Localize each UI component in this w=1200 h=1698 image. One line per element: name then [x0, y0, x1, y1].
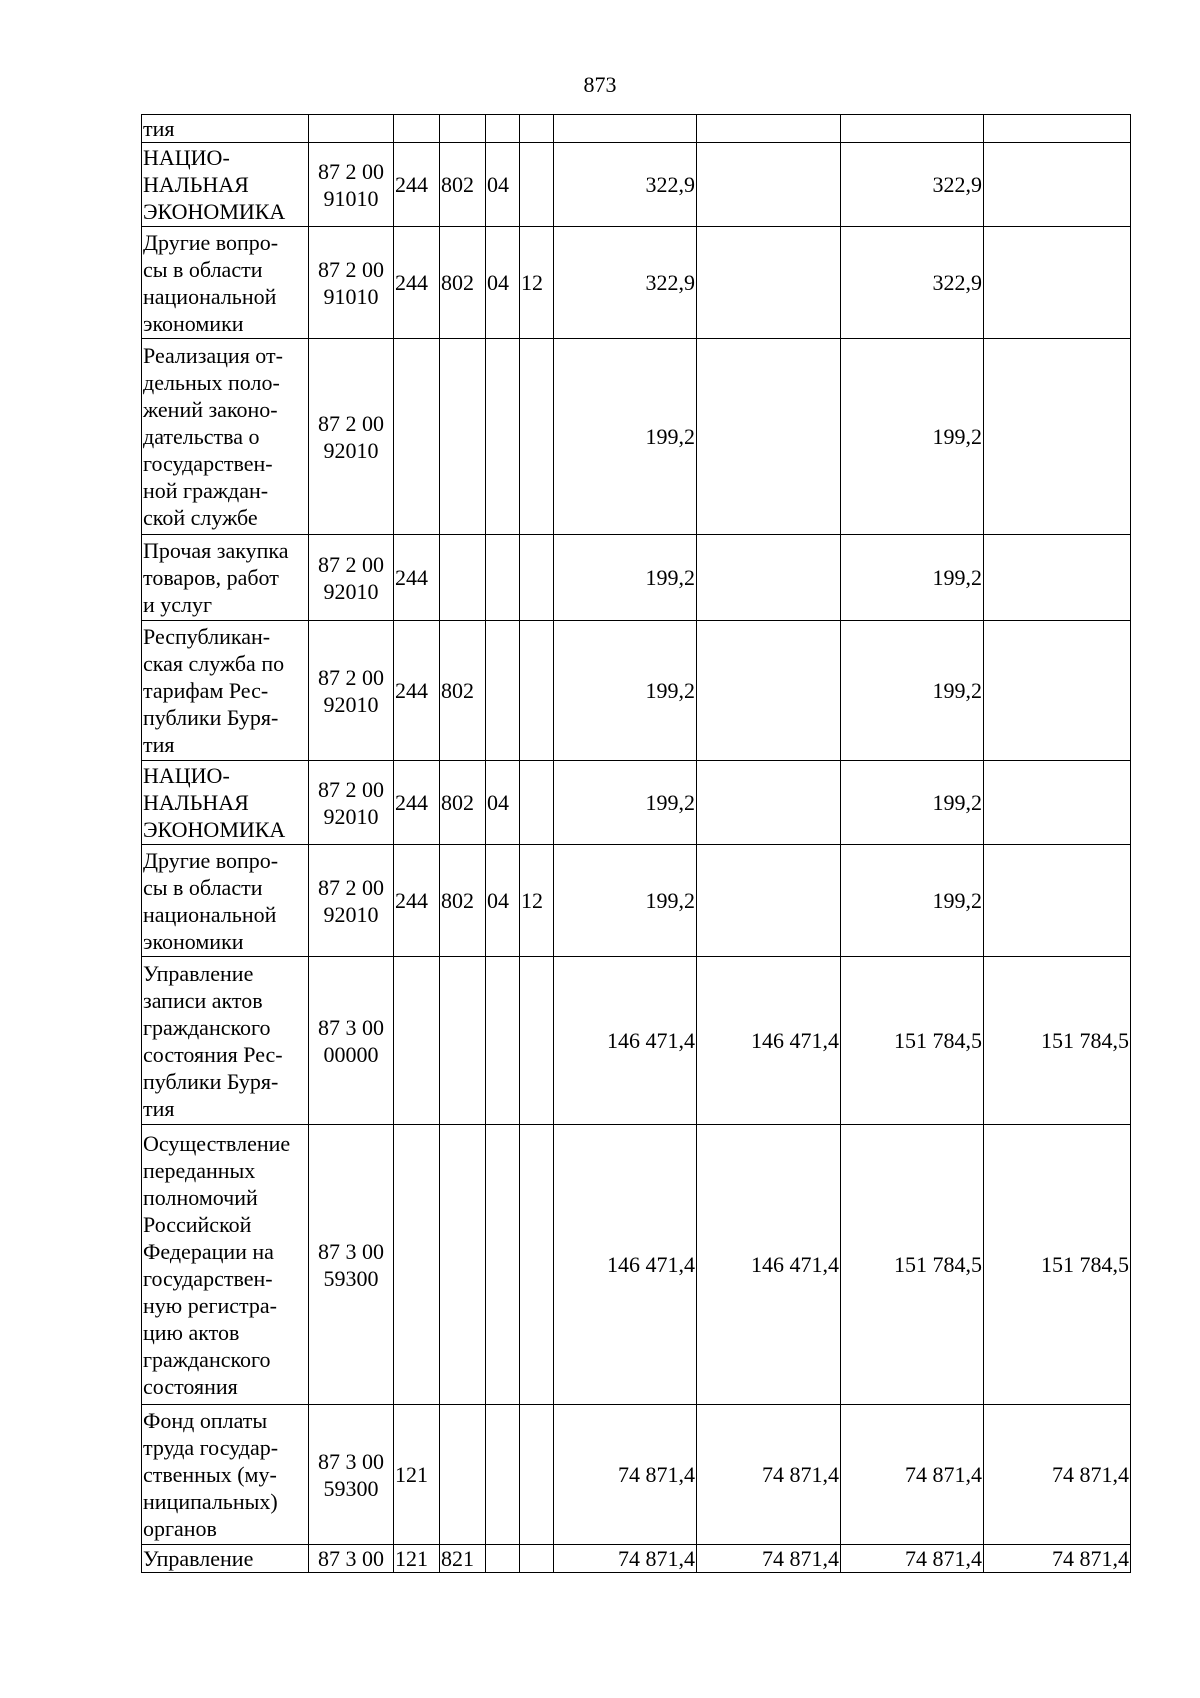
- item-name-line: и услуг: [143, 592, 213, 617]
- item-name-line: ную регистра-: [143, 1292, 278, 1318]
- item-name-line: ниципальных): [143, 1489, 278, 1514]
- value-cell-3: 151 784,5: [841, 1125, 984, 1405]
- target-code-cell: [309, 845, 394, 957]
- item-name-cell: [142, 845, 309, 957]
- section-cell: 04: [486, 761, 520, 845]
- target-code-line: 87 3 00: [318, 1448, 384, 1474]
- target-code-line: 91010: [323, 283, 379, 309]
- value-cell-3: 322,9: [841, 227, 984, 339]
- item-name-line: ской службе: [143, 505, 258, 530]
- target-code-line: 92010: [323, 803, 379, 829]
- value-cell-1: 74 871,4: [554, 1545, 697, 1573]
- value-cell-1: 199,2: [554, 845, 697, 957]
- table-row: [142, 143, 1131, 227]
- item-name-line: НАЦИО-: [143, 145, 230, 170]
- administrator-cell: 821: [440, 1545, 486, 1573]
- item-name-line: Реализация от-: [143, 343, 283, 368]
- item-name-line: государствен-: [143, 1265, 273, 1291]
- item-name-line: состояния: [143, 1373, 238, 1399]
- value-cell-2: [697, 845, 841, 957]
- section-cell: [486, 339, 520, 535]
- section-cell: 04: [486, 227, 520, 339]
- value-cell-4: [984, 535, 1131, 621]
- expense-type-cell: 244: [394, 535, 440, 621]
- table-row: [142, 1125, 1131, 1405]
- item-name-line: жений законо-: [143, 397, 278, 422]
- item-name-cell: [142, 1405, 309, 1545]
- target-code-line: 59300: [323, 1475, 379, 1501]
- value-cell-1: 199,2: [554, 535, 697, 621]
- value-cell-3: 74 871,4: [841, 1545, 984, 1573]
- section-cell: [486, 1405, 520, 1545]
- item-name-cell: [142, 1125, 309, 1405]
- target-code-cell: [309, 535, 394, 621]
- table-row: [142, 339, 1131, 535]
- section-cell: [486, 1125, 520, 1405]
- target-code-cell: [309, 761, 394, 845]
- target-code-cell: [309, 1405, 394, 1545]
- table-row: [142, 535, 1131, 621]
- target-code-line: 92010: [323, 901, 379, 927]
- target-code-line: 87 3 00: [318, 1014, 384, 1040]
- value-cell-4: [984, 339, 1131, 535]
- value-cell-3: [841, 115, 984, 143]
- value-cell-2: 146 471,4: [697, 1125, 841, 1405]
- expense-type-cell: 244: [394, 845, 440, 957]
- value-cell-1: 146 471,4: [554, 957, 697, 1125]
- target-code-cell: [309, 621, 394, 761]
- value-cell-3: 199,2: [841, 535, 984, 621]
- budget-table: [141, 114, 1131, 1573]
- value-cell-2: [697, 339, 841, 535]
- subsection-cell: [520, 761, 554, 845]
- value-cell-3: 322,9: [841, 143, 984, 227]
- expense-type-cell: [394, 339, 440, 535]
- item-name-cell: [142, 535, 309, 621]
- item-name-line: гражданского: [143, 1346, 271, 1372]
- target-code-line: 87 2 00: [318, 256, 384, 282]
- item-name-cell: [142, 115, 309, 143]
- item-name-line: Осуществление: [143, 1130, 291, 1156]
- subsection-cell: [520, 1405, 554, 1545]
- item-name-line: Российской: [143, 1211, 252, 1237]
- target-code-line: 87 2 00: [318, 874, 384, 900]
- item-name-cell: [142, 761, 309, 845]
- subsection-cell: [520, 143, 554, 227]
- value-cell-3: 199,2: [841, 761, 984, 845]
- item-name-cell: [142, 957, 309, 1125]
- value-cell-3: 199,2: [841, 339, 984, 535]
- value-cell-2: 74 871,4: [697, 1405, 841, 1545]
- expense-type-cell: [394, 115, 440, 143]
- item-name-line: товаров, работ: [143, 565, 279, 590]
- table-body: [142, 115, 1131, 1573]
- target-code-line: 91010: [323, 185, 379, 211]
- value-cell-1: 74 871,4: [554, 1405, 697, 1545]
- target-code-line: 87 2 00: [318, 410, 384, 436]
- target-code-line: 92010: [323, 691, 379, 717]
- value-cell-1: 199,2: [554, 621, 697, 761]
- item-name-line: Другие вопро-: [143, 847, 279, 873]
- item-name-line: Управление: [143, 1546, 254, 1571]
- value-cell-2: [697, 621, 841, 761]
- value-cell-1: 146 471,4: [554, 1125, 697, 1405]
- item-name-line: тия: [143, 732, 175, 757]
- target-code-cell: [309, 1545, 394, 1573]
- target-code-line: 87 2 00: [318, 664, 384, 690]
- item-name-line: публики Буря-: [143, 1068, 279, 1094]
- table-row: [142, 1545, 1131, 1573]
- section-cell: [486, 115, 520, 143]
- expense-type-cell: 244: [394, 227, 440, 339]
- administrator-cell: 802: [440, 143, 486, 227]
- value-cell-3: 74 871,4: [841, 1405, 984, 1545]
- value-cell-4: 151 784,5: [984, 957, 1131, 1125]
- item-name-line: сы в области: [143, 256, 263, 282]
- item-name-line: НАЦИО-: [143, 763, 230, 788]
- section-cell: [486, 957, 520, 1125]
- section-cell: [486, 535, 520, 621]
- item-name-line: Другие вопро-: [143, 229, 279, 255]
- item-name-line: тарифам Рес-: [143, 678, 269, 703]
- target-code-line: 87 3 00: [318, 1238, 384, 1264]
- subsection-cell: [520, 1545, 554, 1573]
- item-name-line: тия: [143, 1095, 175, 1121]
- item-name-line: ЭКОНОМИКА: [143, 817, 286, 842]
- expense-type-cell: 244: [394, 621, 440, 761]
- value-cell-2: [697, 227, 841, 339]
- expense-type-cell: [394, 1125, 440, 1405]
- administrator-cell: [440, 339, 486, 535]
- item-name-line: публики Буря-: [143, 705, 279, 730]
- target-code-line: 92010: [323, 578, 379, 604]
- value-cell-4: 151 784,5: [984, 1125, 1131, 1405]
- subsection-cell: [520, 957, 554, 1125]
- section-cell: [486, 621, 520, 761]
- item-name-line: переданных: [143, 1157, 256, 1183]
- item-name-line: Фонд оплаты: [143, 1408, 268, 1433]
- administrator-cell: 802: [440, 761, 486, 845]
- table-row: [142, 761, 1131, 845]
- value-cell-3: 151 784,5: [841, 957, 984, 1125]
- item-name-cell: [142, 1545, 309, 1573]
- administrator-cell: [440, 535, 486, 621]
- target-code-cell: [309, 1125, 394, 1405]
- item-name-line: органов: [143, 1516, 217, 1541]
- value-cell-2: 74 871,4: [697, 1545, 841, 1573]
- value-cell-4: [984, 143, 1131, 227]
- expense-type-cell: 121: [394, 1545, 440, 1573]
- item-name-line: сы в области: [143, 874, 263, 900]
- target-code-line: 59300: [323, 1265, 379, 1291]
- item-name-line: гражданского: [143, 1014, 271, 1040]
- value-cell-2: [697, 143, 841, 227]
- subsection-cell: [520, 1125, 554, 1405]
- value-cell-4: [984, 761, 1131, 845]
- table-row: [142, 621, 1131, 761]
- target-code-line: 92010: [323, 437, 379, 463]
- value-cell-2: [697, 761, 841, 845]
- table-row: [142, 227, 1131, 339]
- section-cell: 04: [486, 143, 520, 227]
- target-code-cell: [309, 227, 394, 339]
- value-cell-1: [554, 115, 697, 143]
- item-name-line: ственных (му-: [143, 1462, 277, 1487]
- section-cell: [486, 1545, 520, 1573]
- administrator-cell: [440, 1125, 486, 1405]
- administrator-cell: [440, 1405, 486, 1545]
- item-name-line: труда государ-: [143, 1435, 279, 1460]
- value-cell-4: [984, 621, 1131, 761]
- value-cell-1: 322,9: [554, 143, 697, 227]
- administrator-cell: 802: [440, 227, 486, 339]
- administrator-cell: 802: [440, 621, 486, 761]
- item-name-line: ной граждан-: [143, 478, 269, 503]
- subsection-cell: [520, 339, 554, 535]
- item-name-line: НАЛЬНАЯ: [143, 172, 249, 197]
- target-code-line: 87 2 00: [318, 776, 384, 802]
- table-row: [142, 115, 1131, 143]
- subsection-cell: 12: [520, 845, 554, 957]
- item-name-line: экономики: [143, 310, 244, 336]
- item-name-line: Республикан-: [143, 624, 271, 649]
- table-row: [142, 957, 1131, 1125]
- item-name-line: НАЛЬНАЯ: [143, 790, 249, 815]
- subsection-cell: [520, 535, 554, 621]
- section-cell: 04: [486, 845, 520, 957]
- value-cell-4: 74 871,4: [984, 1405, 1131, 1545]
- value-cell-1: 322,9: [554, 227, 697, 339]
- expense-type-cell: 244: [394, 143, 440, 227]
- value-cell-2: [697, 115, 841, 143]
- subsection-cell: 12: [520, 227, 554, 339]
- item-name-cell: [142, 621, 309, 761]
- administrator-cell: [440, 957, 486, 1125]
- item-name-line: цию актов: [143, 1319, 240, 1345]
- value-cell-4: 74 871,4: [984, 1545, 1131, 1573]
- target-code-cell: [309, 339, 394, 535]
- target-code-cell: [309, 115, 394, 143]
- item-name-line: экономики: [143, 928, 244, 954]
- item-name-line: национальной: [143, 901, 277, 927]
- target-code-line: 87 2 00: [318, 551, 384, 577]
- expense-type-cell: [394, 957, 440, 1125]
- target-code-cell: [309, 143, 394, 227]
- value-cell-4: [984, 845, 1131, 957]
- item-name-cell: [142, 143, 309, 227]
- value-cell-2: [697, 535, 841, 621]
- value-cell-3: 199,2: [841, 845, 984, 957]
- value-cell-2: 146 471,4: [697, 957, 841, 1125]
- item-name-line: Федерации на: [143, 1238, 274, 1264]
- item-name-line: записи актов: [143, 987, 263, 1013]
- value-cell-4: [984, 227, 1131, 339]
- item-name-line: полномочий: [143, 1184, 258, 1210]
- item-name-line: ЭКОНОМИКА: [143, 199, 286, 224]
- administrator-cell: [440, 115, 486, 143]
- value-cell-1: 199,2: [554, 761, 697, 845]
- item-name-cell: [142, 227, 309, 339]
- item-name-line: дельных поло-: [143, 370, 280, 395]
- expense-type-cell: 244: [394, 761, 440, 845]
- page-number: 873: [583, 72, 617, 97]
- item-name-line: дательства о: [143, 424, 260, 449]
- table-row: [142, 1405, 1131, 1545]
- item-name-line: состояния Рес-: [143, 1041, 283, 1067]
- item-name-line: ская служба по: [143, 651, 285, 676]
- subsection-cell: [520, 621, 554, 761]
- table-row: [142, 845, 1131, 957]
- target-code-line: 87 3 00: [318, 1546, 384, 1571]
- administrator-cell: 802: [440, 845, 486, 957]
- item-name-line: тия: [143, 116, 175, 141]
- target-code-line: 00000: [323, 1041, 379, 1067]
- item-name-line: Управление: [143, 960, 254, 986]
- value-cell-3: 199,2: [841, 621, 984, 761]
- item-name-line: Прочая закупка: [143, 538, 289, 563]
- item-name-cell: [142, 339, 309, 535]
- target-code-cell: [309, 957, 394, 1125]
- target-code-line: 87 2 00: [318, 158, 384, 184]
- subsection-cell: [520, 115, 554, 143]
- item-name-line: национальной: [143, 283, 277, 309]
- value-cell-1: 199,2: [554, 339, 697, 535]
- expense-type-cell: 121: [394, 1405, 440, 1545]
- value-cell-4: [984, 115, 1131, 143]
- item-name-line: государствен-: [143, 451, 273, 476]
